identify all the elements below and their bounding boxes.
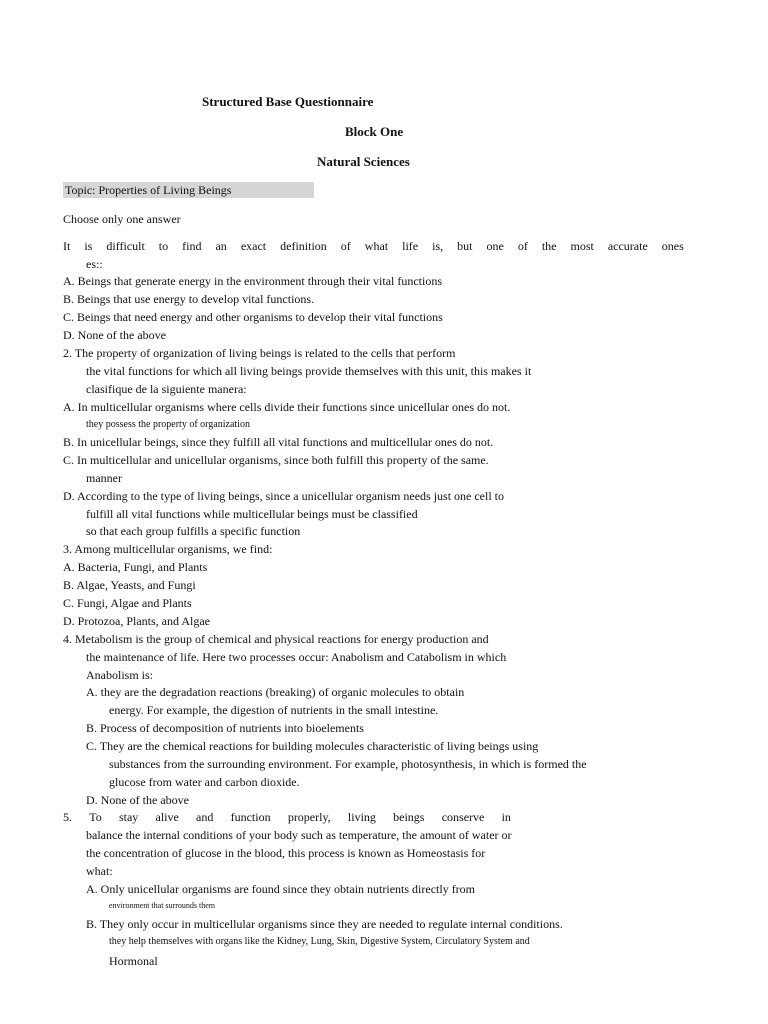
question-2-stem-line-2: the vital functions for which all living beings provide themselves with this unit, this makes it [86, 364, 532, 378]
q1-word: is, [432, 239, 444, 253]
q2-option-a-cont: they possess the property of organization [86, 419, 250, 430]
q1-option-b: B. Beings that use energy to develop vital functions. [63, 292, 315, 306]
q1-word: what [364, 239, 389, 253]
q2-option-b: B. In unicellular beings, since they fulfill all vital functions and multicellular ones do not. [63, 435, 494, 449]
q5-option-b: B. They only occur in multicellular organisms since they are needed to regulate internal conditions. [86, 917, 563, 931]
q5-option-a-cont: environment that surrounds them [109, 901, 215, 910]
q1-word: an [215, 239, 227, 253]
question-1-stem [63, 239, 684, 253]
q5-word: living [347, 810, 376, 824]
q5-word: conserve [441, 810, 485, 824]
q5-word: stay [118, 810, 139, 824]
question-5-stem-line-3: the concentration of glucose in the blood, this process is known as Homeostasis for [86, 846, 486, 860]
q1-word: difficult [106, 239, 145, 253]
q5-word: properly, [287, 810, 331, 824]
q1-word: find [182, 239, 202, 253]
q2-option-d-cont-1: fulfill all vital functions while multicellular beings must be classified [86, 507, 418, 521]
q1-word: accurate [607, 239, 648, 253]
question-3-stem: 3. Among multicellular organisms, we find: [63, 542, 273, 556]
question-5-stem-line-2: balance the internal conditions of your body such as temperature, the amount of water or [86, 828, 512, 842]
q2-option-c-cont: manner [86, 471, 122, 485]
q1-word: is [84, 239, 93, 253]
question-5-stem-line-4: what: [86, 864, 113, 878]
q3-option-a: A. Bacteria, Fungi, and Plants [63, 560, 208, 574]
topic-label: Topic: Properties of Living Beings [65, 183, 232, 197]
q1-word: of [517, 239, 528, 253]
q1-option-a: A. Beings that generate energy in the environment through their vital functions [63, 274, 443, 288]
q1-word: life [402, 239, 419, 253]
question-4-stem: 4. Metabolism is the group of chemical and physical reactions for energy production and [63, 632, 489, 646]
q5-word: in [501, 810, 511, 824]
q1-word: exact [240, 239, 267, 253]
q1-word: to [158, 239, 169, 253]
q3-option-d: D. Protozoa, Plants, and Algae [63, 614, 210, 628]
question-2-stem: 2. The property of organization of living beings is related to the cells that perform [63, 346, 456, 360]
q4-option-b: B. Process of decomposition of nutrients into bioelements [86, 721, 364, 735]
q5-word: alive [155, 810, 179, 824]
q3-option-b: B. Algae, Yeasts, and Fungi [63, 578, 196, 592]
question-4-stem-line-2: the maintenance of life. Here two processes occur: Anabolism and Catabolism in which [86, 650, 507, 664]
q2-option-c: C. In multicellular and unicellular organisms, since both fulfill this property of the same. [63, 453, 489, 467]
q2-option-a: A. In multicellular organisms where cells divide their functions since unicellular ones do not. [63, 400, 511, 414]
q5-word: 5. [63, 810, 72, 824]
q1-word: the [541, 239, 557, 253]
q1-option-d: D. None of the above [63, 328, 166, 342]
q4-option-a: A. they are the degradation reactions (breaking) of organic molecules to obtain [86, 685, 465, 699]
q1-word: It [63, 239, 71, 253]
q5-option-a: A. Only unicellular organisms are found since they obtain nutrients directly from [86, 882, 476, 896]
question-2-stem-line-3: clasifique de la siguiente manera: [86, 382, 247, 396]
q1-word: definition [280, 239, 327, 253]
q5-word: beings [393, 810, 425, 824]
q1-word: most [570, 239, 594, 253]
question-4-stem-line-3: Anabolism is: [86, 668, 154, 682]
q1-word: but [457, 239, 473, 253]
q5-word: function [230, 810, 271, 824]
q4-option-c-cont-2: glucose from water and carbon dioxide. [109, 775, 300, 789]
q1-option-c: C. Beings that need energy and other organisms to develop their vital functions [63, 310, 443, 324]
instruction-text: Choose only one answer [63, 212, 181, 226]
q4-option-c-cont-1: substances from the surrounding environment. For example, photosynthesis, in which is formed the [109, 757, 587, 771]
subject-heading: Natural Sciences [317, 154, 410, 169]
question-5-stem [63, 810, 511, 824]
q5-word: and [196, 810, 214, 824]
q5-option-b-cont-2: Hormonal [109, 954, 158, 968]
q1-word: ones [661, 239, 684, 253]
q1-word: one [486, 239, 504, 253]
q2-option-d: D. According to the type of living beings, since a unicellular organism needs just one cell to [63, 489, 505, 503]
q4-option-d: D. None of the above [86, 793, 189, 807]
question-1-stem-tail: es:: [86, 257, 103, 271]
block-heading: Block One [345, 124, 404, 139]
document-title: Structured Base Questionnaire [202, 94, 374, 109]
q4-option-a-cont: energy. For example, the digestion of nutrients in the small intestine. [109, 703, 439, 717]
q5-option-b-cont-1: they help themselves with organs like the Kidney, Lung, Skin, Digestive System, Circulatory System and [109, 936, 530, 947]
q1-word: of [340, 239, 351, 253]
q5-word: To [89, 810, 102, 824]
q4-option-c: C. They are the chemical reactions for building molecules characteristic of living beings using [86, 739, 539, 753]
q3-option-c: C. Fungi, Algae and Plants [63, 596, 192, 610]
q2-option-d-cont-2: so that each group fulfills a specific function [86, 524, 301, 538]
